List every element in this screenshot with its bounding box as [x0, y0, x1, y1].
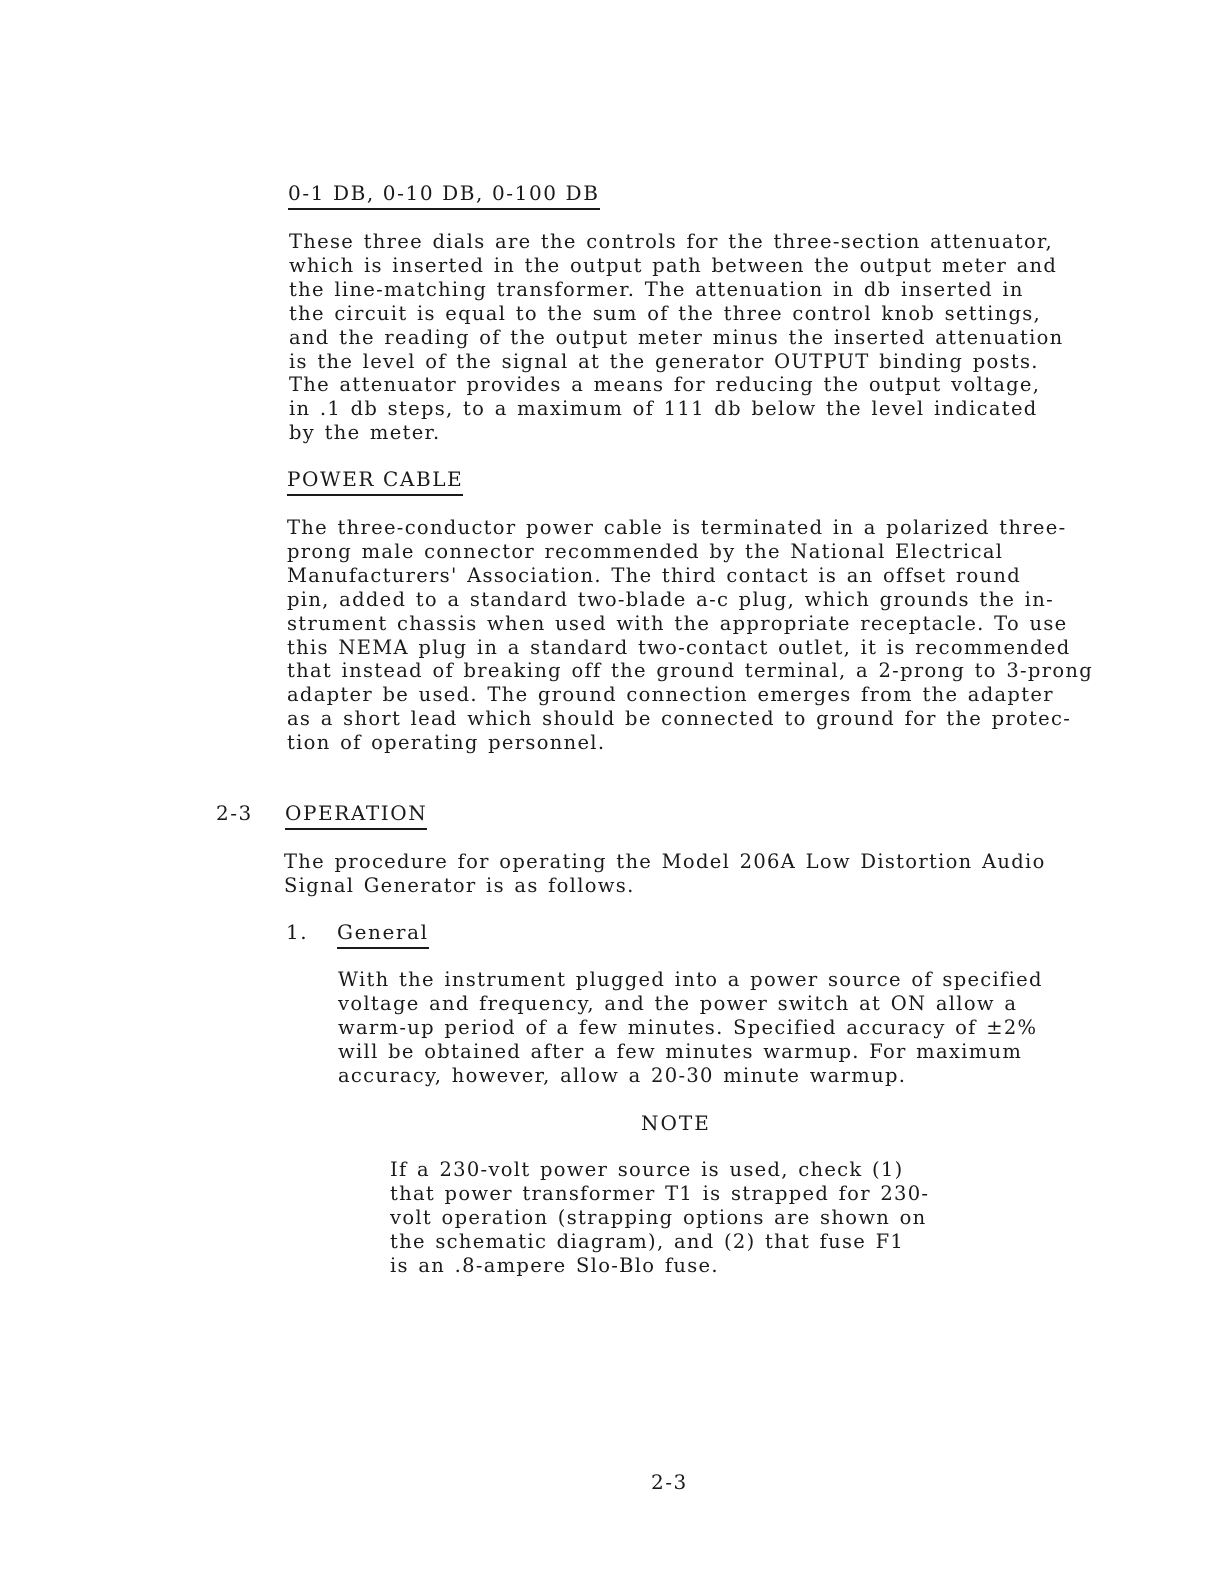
operation-heading: OPERATION [285, 801, 427, 830]
text-line: adapter be used. The ground connection emerges from the adapter [287, 683, 1054, 707]
text-line: is an .8-ampere Slo-Blo fuse. [390, 1253, 719, 1277]
text-line: strument chassis when used with the appropriate receptacle. To use [287, 611, 1068, 635]
text-line: prong male connector recommended by the National Electrical [287, 539, 1004, 563]
text-line: which is inserted in the output path between the output meter and [289, 253, 1058, 277]
text-line: the schematic diagram), and (2) that fuse F1 [390, 1229, 905, 1253]
text-line: The procedure for operating the Model 206A Low Distortion Audio [284, 850, 1046, 873]
text-line: as a short lead which should be connected to ground for the protec- [287, 707, 1072, 731]
text-line: Manufacturers' Association. The third contact is an offset round [287, 563, 1022, 587]
text-line: voltage and frequency, and the power switch at ON allow a [338, 991, 1018, 1015]
text-line: With the instrument plugged into a power source of specified [338, 968, 1043, 991]
text-line: tion of operating personnel. [287, 731, 606, 755]
note-paragraph [390, 1158, 929, 1278]
general-heading: General [337, 920, 429, 949]
text-line: Signal Generator is as follows. [284, 873, 635, 897]
text-line: The attenuator provides a means for reducing the output voltage, [289, 373, 1041, 397]
page-number: 2-3 [651, 1470, 688, 1494]
text-line: the line-matching transformer. The attenuation in db inserted in [289, 277, 1024, 301]
power-cable-paragraph [287, 516, 1093, 755]
text-line: in .1 db steps, to a maximum of 111 db below the level indicated [289, 397, 1038, 421]
text-line: These three dials are the controls for the three-section attenuator, [289, 230, 1053, 253]
power-cable-heading: POWER CABLE [287, 467, 463, 496]
note-title: NOTE [641, 1111, 711, 1135]
text-line: that power transformer T1 is strapped for 230- [390, 1181, 930, 1205]
text-line: The three-conductor power cable is terminated in a polarized three- [287, 516, 1067, 539]
text-line: If a 230-volt power source is used, check (1) [390, 1158, 904, 1181]
operation-paragraph [284, 850, 1046, 898]
text-line: is the level of the signal at the generator OUTPUT binding posts. [289, 349, 1039, 373]
text-line: volt operation (strapping options are shown on [390, 1205, 927, 1229]
text-line: that instead of breaking off the ground terminal, a 2-prong to 3-prong [287, 659, 1094, 683]
text-line: will be obtained after a few minutes warmup. For maximum [338, 1039, 1023, 1063]
text-line: and the reading of the output meter minus the inserted attenuation [289, 325, 1064, 349]
text-line: this NEMA plug in a standard two-contact outlet, it is recommended [287, 635, 1071, 659]
general-paragraph [338, 968, 1043, 1088]
attenuator-heading: 0-1 DB, 0-10 DB, 0-100 DB [288, 181, 600, 210]
text-line: pin, added to a standard two-blade a-c plug, which grounds the in- [287, 587, 1054, 611]
step-number: 1. [286, 920, 309, 944]
attenuator-paragraph [289, 230, 1064, 445]
text-line: accuracy, however, allow a 20-30 minute warmup. [338, 1063, 907, 1087]
text-line: the circuit is equal to the sum of the three control knob settings, [289, 301, 1042, 325]
section-number: 2-3 [216, 801, 253, 825]
text-line: by the meter. [289, 421, 441, 445]
text-line: warm-up period of a few minutes. Specified accuracy of ±2% [338, 1015, 1038, 1039]
